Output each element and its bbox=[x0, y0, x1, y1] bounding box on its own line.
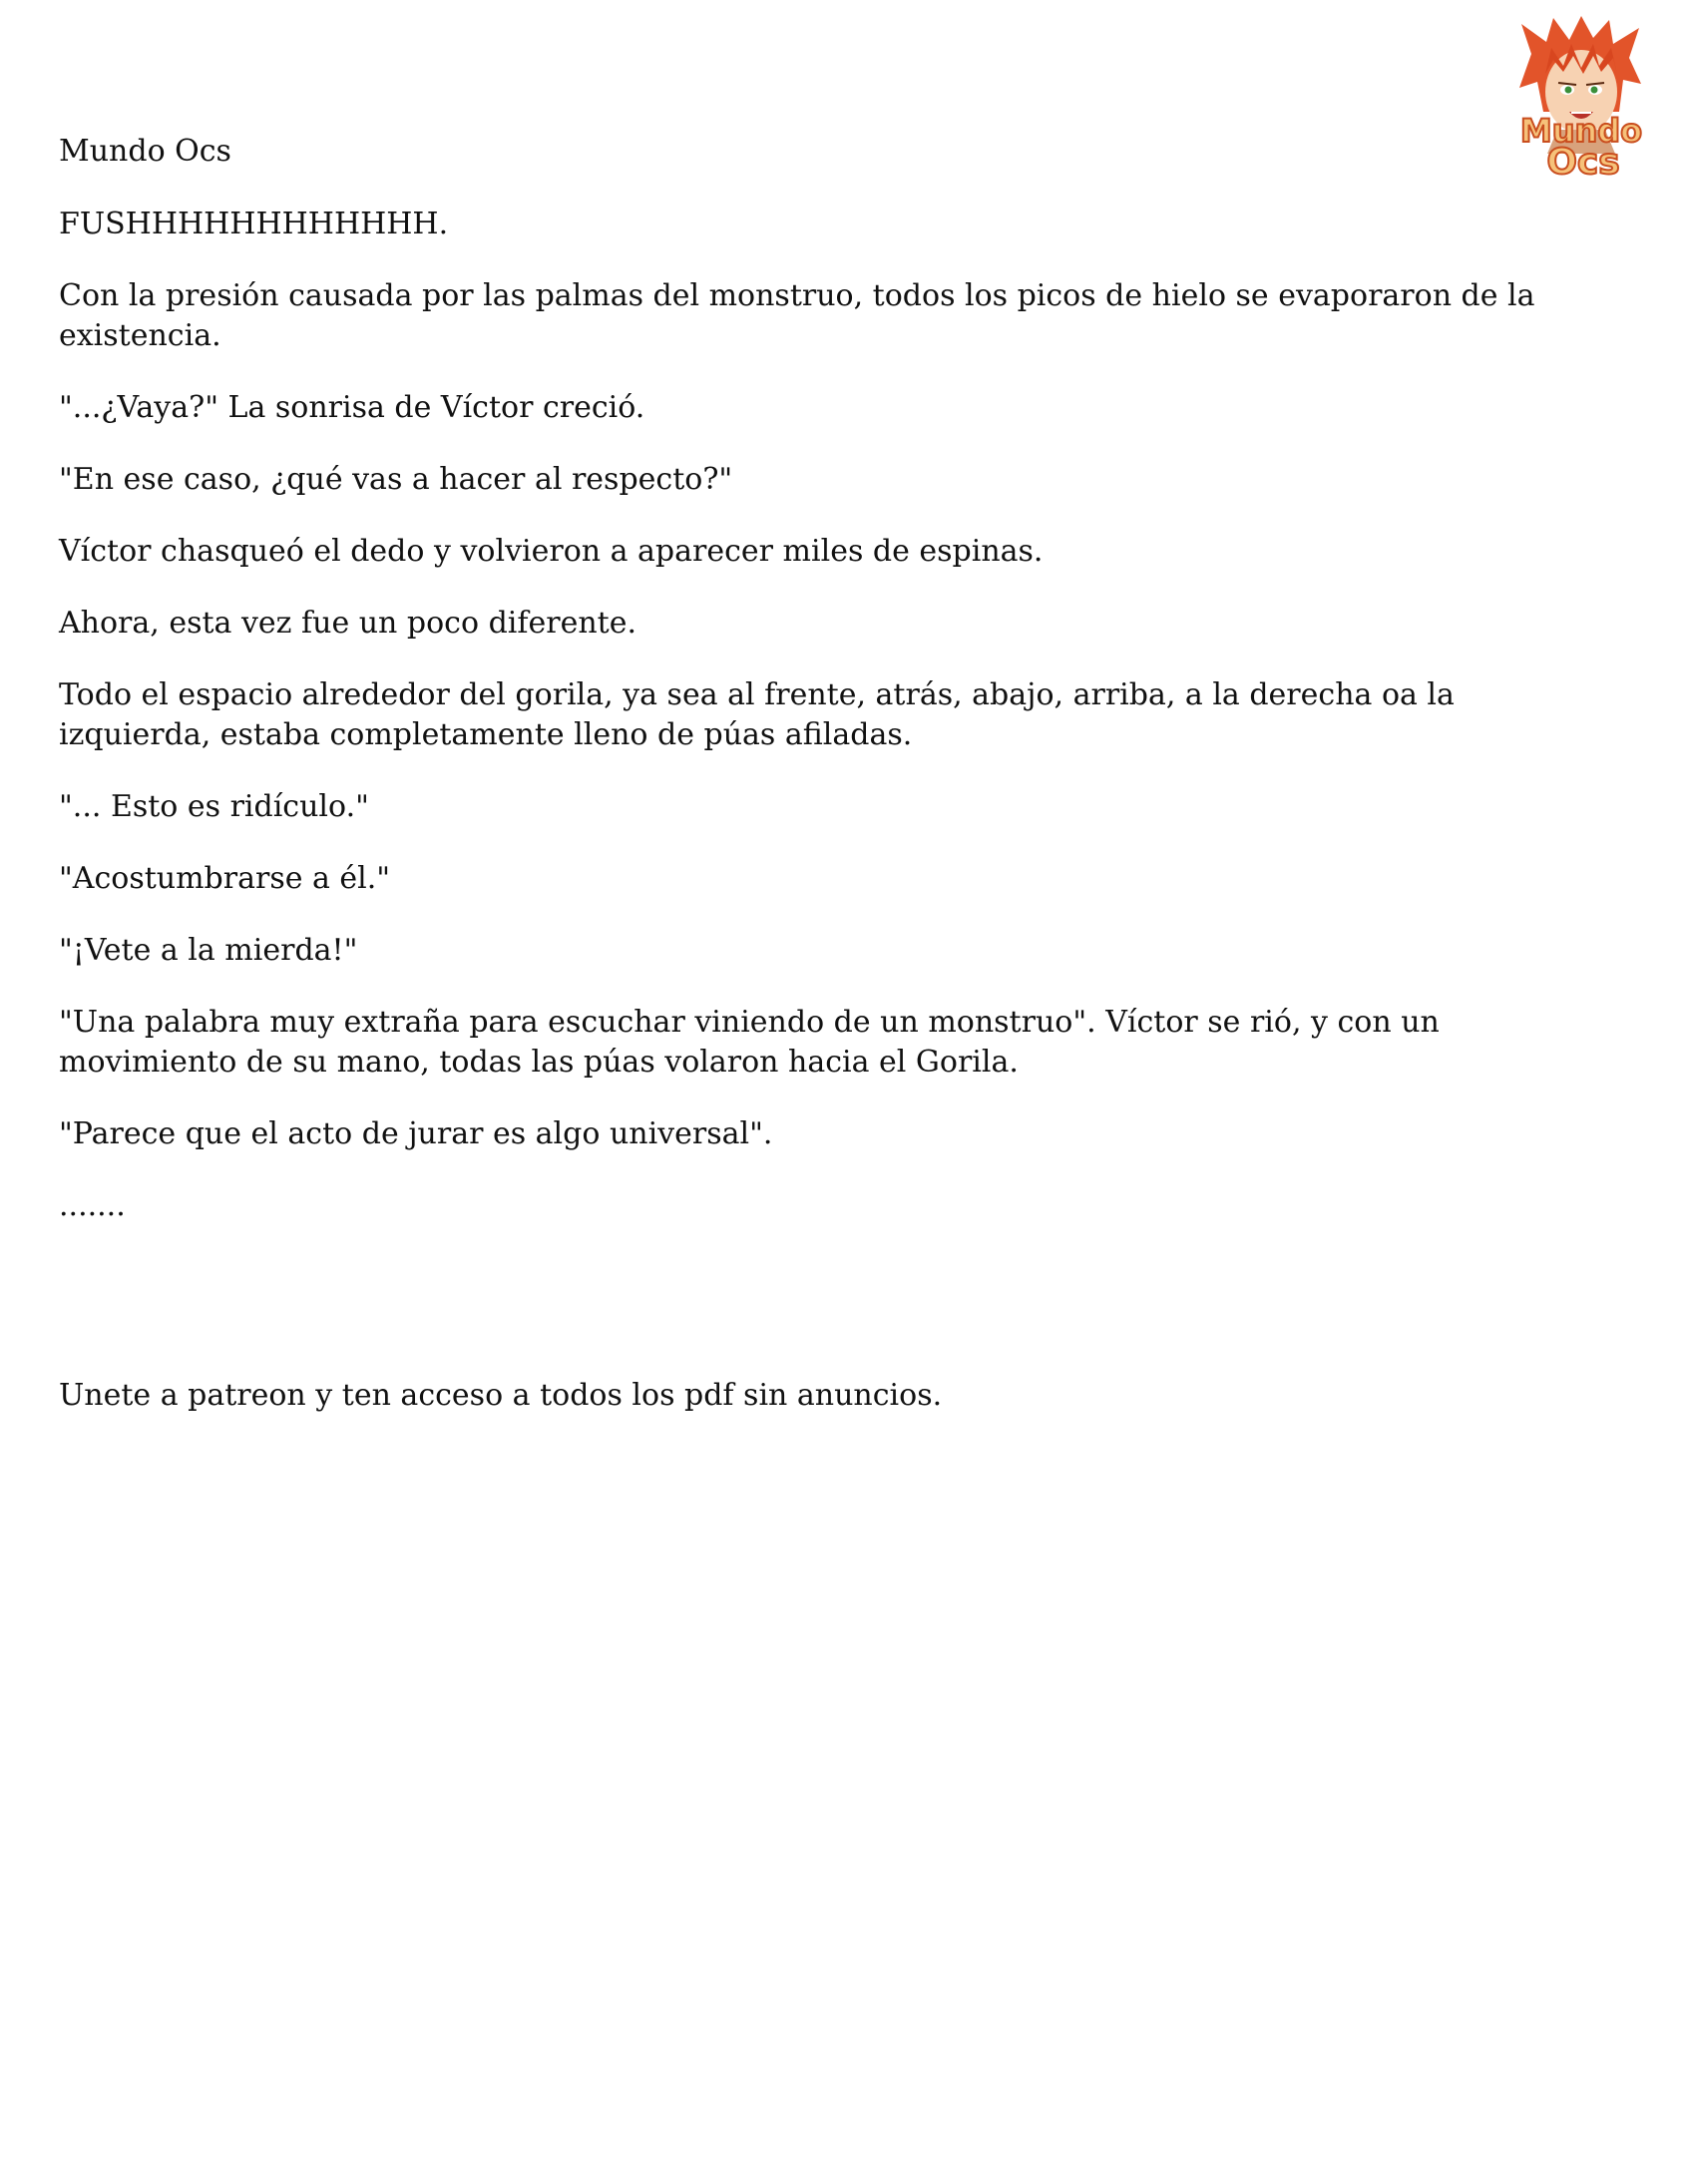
paragraph: Víctor chasqueó el dedo y volvieron a aparecer miles de espinas. bbox=[59, 534, 1044, 569]
story-body bbox=[59, 205, 1615, 1226]
logo-text-top: Mundo bbox=[1519, 112, 1643, 150]
mundo-ocs-logo bbox=[1501, 14, 1661, 184]
anime-character-logo-icon bbox=[1501, 14, 1661, 184]
paragraph: "Parece que el acto de jurar es algo universal". bbox=[59, 1116, 773, 1151]
paragraph: Todo el espacio alrededor del gorila, ya sea al frente, atrás, abajo, arriba, a la derecha oa la izquierda, estaba completamente lleno de púas afiladas. bbox=[59, 677, 1455, 752]
paragraph: "¡Vete a la mierda!" bbox=[59, 933, 358, 968]
paragraph: "... Esto es ridículo." bbox=[59, 789, 369, 824]
patreon-promo-note: Unete a patreon y ten acceso a todos los pdf sin anuncios. bbox=[59, 1378, 943, 1413]
paragraph: "...¿Vaya?" La sonrisa de Víctor creció. bbox=[59, 390, 645, 425]
paragraph: "Acostumbrarse a él." bbox=[59, 861, 391, 896]
logo-text-bottom: Ocs bbox=[1546, 142, 1620, 183]
paragraph: Con la presión causada por las palmas del monstruo, todos los picos de hielo se evaporaron de la existencia. bbox=[59, 278, 1535, 353]
scene-break-ellipsis: ....... bbox=[59, 1188, 126, 1223]
page-header-title: Mundo Ocs bbox=[59, 134, 231, 169]
paragraph: "Una palabra muy extraña para escuchar viniendo de un monstruo". Víctor se rió, y con un movimiento de su mano, todas las púas volaron hacia el Gorila. bbox=[59, 1005, 1440, 1080]
paragraph: Ahora, esta vez fue un poco diferente. bbox=[59, 606, 636, 641]
paragraph: "En ese caso, ¿qué vas a hacer al respecto?" bbox=[59, 462, 733, 497]
paragraph: FUSHHHHHHHHHHHH. bbox=[59, 207, 449, 241]
